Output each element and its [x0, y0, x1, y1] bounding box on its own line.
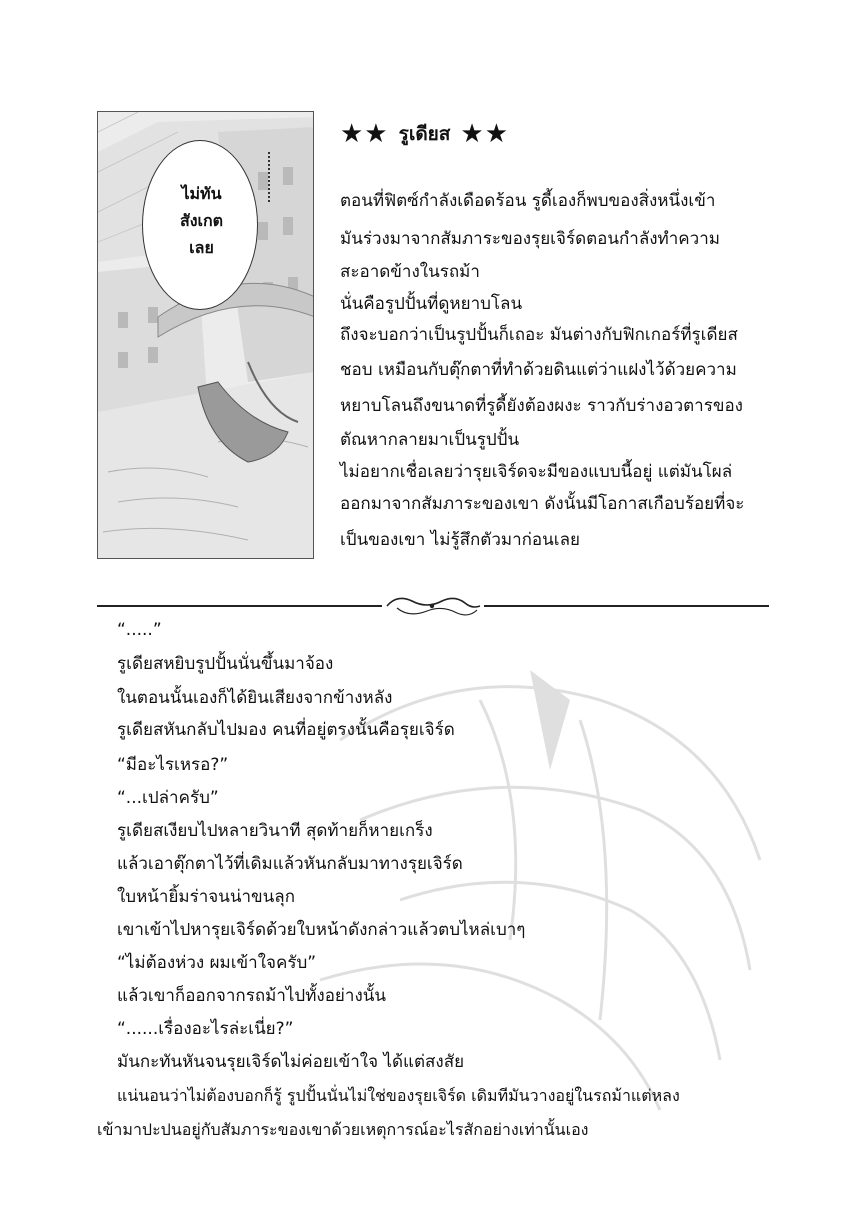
- text-line: เข้ามาปะปนอยู่กับสัมภาระของเขาด้วยเหตุการณ์อะไรสักอย่างเท่านั้นเอง: [97, 1120, 589, 1139]
- text-line: เขาเข้าไปหารุยเจิร์ดด้วยใบหน้าดังกล่าวแล้วตบไหล่เบาๆ: [117, 920, 526, 940]
- text-line: มันร่วงมาจากสัมภาระของรุยเจิร์ดตอนกำลังทำความ: [340, 229, 720, 249]
- text-line: “.....”: [117, 620, 162, 640]
- text-line: รูเดียสหยิบรูปปั้นนั่นขึ้นมาจ้อง: [117, 654, 334, 674]
- ornamental-divider: [97, 591, 769, 621]
- text-line: เป็นของเขา ไม่รู้สึกตัวมาก่อนเลย: [340, 530, 580, 550]
- text-line: “......เรื่องอะไรล่ะเนี่ย?”: [117, 1019, 294, 1039]
- manga-illustration: [97, 111, 314, 559]
- text-line: มันกะทันหันจนรุยเจิร์ดไม่ค่อยเข้าใจ ได้แต่สงสัย: [117, 1052, 465, 1072]
- text-line: “...เปล่าครับ”: [117, 788, 219, 808]
- section-title: [340, 119, 509, 149]
- text-line: ในตอนนั้นเองก็ได้ยินเสียงจากข้างหลัง: [117, 688, 393, 708]
- text-line: “มีอะไรเหรอ?”: [117, 755, 229, 775]
- text-line: ออกมาจากสัมภาระของเขา ดังนั้นมีโอกาสเกือบร้อยที่จะ: [340, 494, 745, 514]
- text-line: ถึงจะบอกว่าเป็นรูปปั้นก็เถอะ มันต่างกับฟิกเกอร์ที่รูเดียส: [340, 325, 738, 345]
- text-line: ใบหน้ายิ้มร่าจนน่าขนลุก: [117, 887, 296, 907]
- bubble-text-line: เลย: [189, 238, 214, 257]
- text-line: รูเดียสหันกลับไปมอง คนที่อยู่ตรงนั้นคือรุยเจิร์ด: [117, 720, 455, 740]
- text-line: รูเดียสเงียบไปหลายวินาที สุดท้ายก็หายเกร็ง: [117, 821, 433, 841]
- text-line: นั่นคือรูปปั้นที่ดูหยาบโลน: [340, 294, 523, 314]
- text-line: ตอนที่ฟิตซ์กำลังเดือดร้อน รูดี้เองก็พบของสิ่งหนึ่งเข้า: [340, 191, 716, 211]
- star-icon: ★★: [340, 119, 389, 149]
- text-line: สะอาดข้างในรถม้า: [340, 262, 480, 282]
- text-line: แล้วเอาตุ๊กตาไว้ที่เดิมแล้วหันกลับมาทางรุยเจิร์ด: [117, 854, 463, 874]
- bubble-text-line: สังเกต: [179, 211, 224, 230]
- star-icon: ★★: [460, 119, 510, 149]
- ellipsis-dots: [268, 152, 276, 202]
- text-line: ชอบ เหมือนกับตุ๊กตาที่ทำด้วยดินแต่ว่าแฝงไว้ด้วยความ: [340, 360, 737, 380]
- text-line: “ไม่ต้องห่วง ผมเข้าใจครับ”: [117, 953, 317, 973]
- text-line: ไม่อยากเชื่อเลยว่ารุยเจิร์ดจะมีของแบบนี้อยู่ แต่มันโผล่: [340, 462, 733, 482]
- text-line: แล้วเขาก็ออกจากรถม้าไปทั้งอย่างนั้น: [117, 986, 386, 1006]
- background-sketch: [300, 640, 780, 1120]
- text-line: ตัณหากลายมาเป็นรูปปั้น: [340, 430, 520, 450]
- bubble-text-line: ไม่ทัน: [181, 184, 222, 203]
- text-line: หยาบโลนถึงขนาดที่รูดี้ยังต้องผงะ ราวกับร่างอวตารของ: [340, 396, 743, 416]
- section-title-text: รูเดียส: [398, 123, 451, 145]
- text-line: แน่นอนว่าไม่ต้องบอกก็รู้ รูปปั้นนั่นไม่ใช่ของรุยเจิร์ด เดิมทีมันวางอยู่ในรถม้าแต่หลง: [117, 1086, 680, 1105]
